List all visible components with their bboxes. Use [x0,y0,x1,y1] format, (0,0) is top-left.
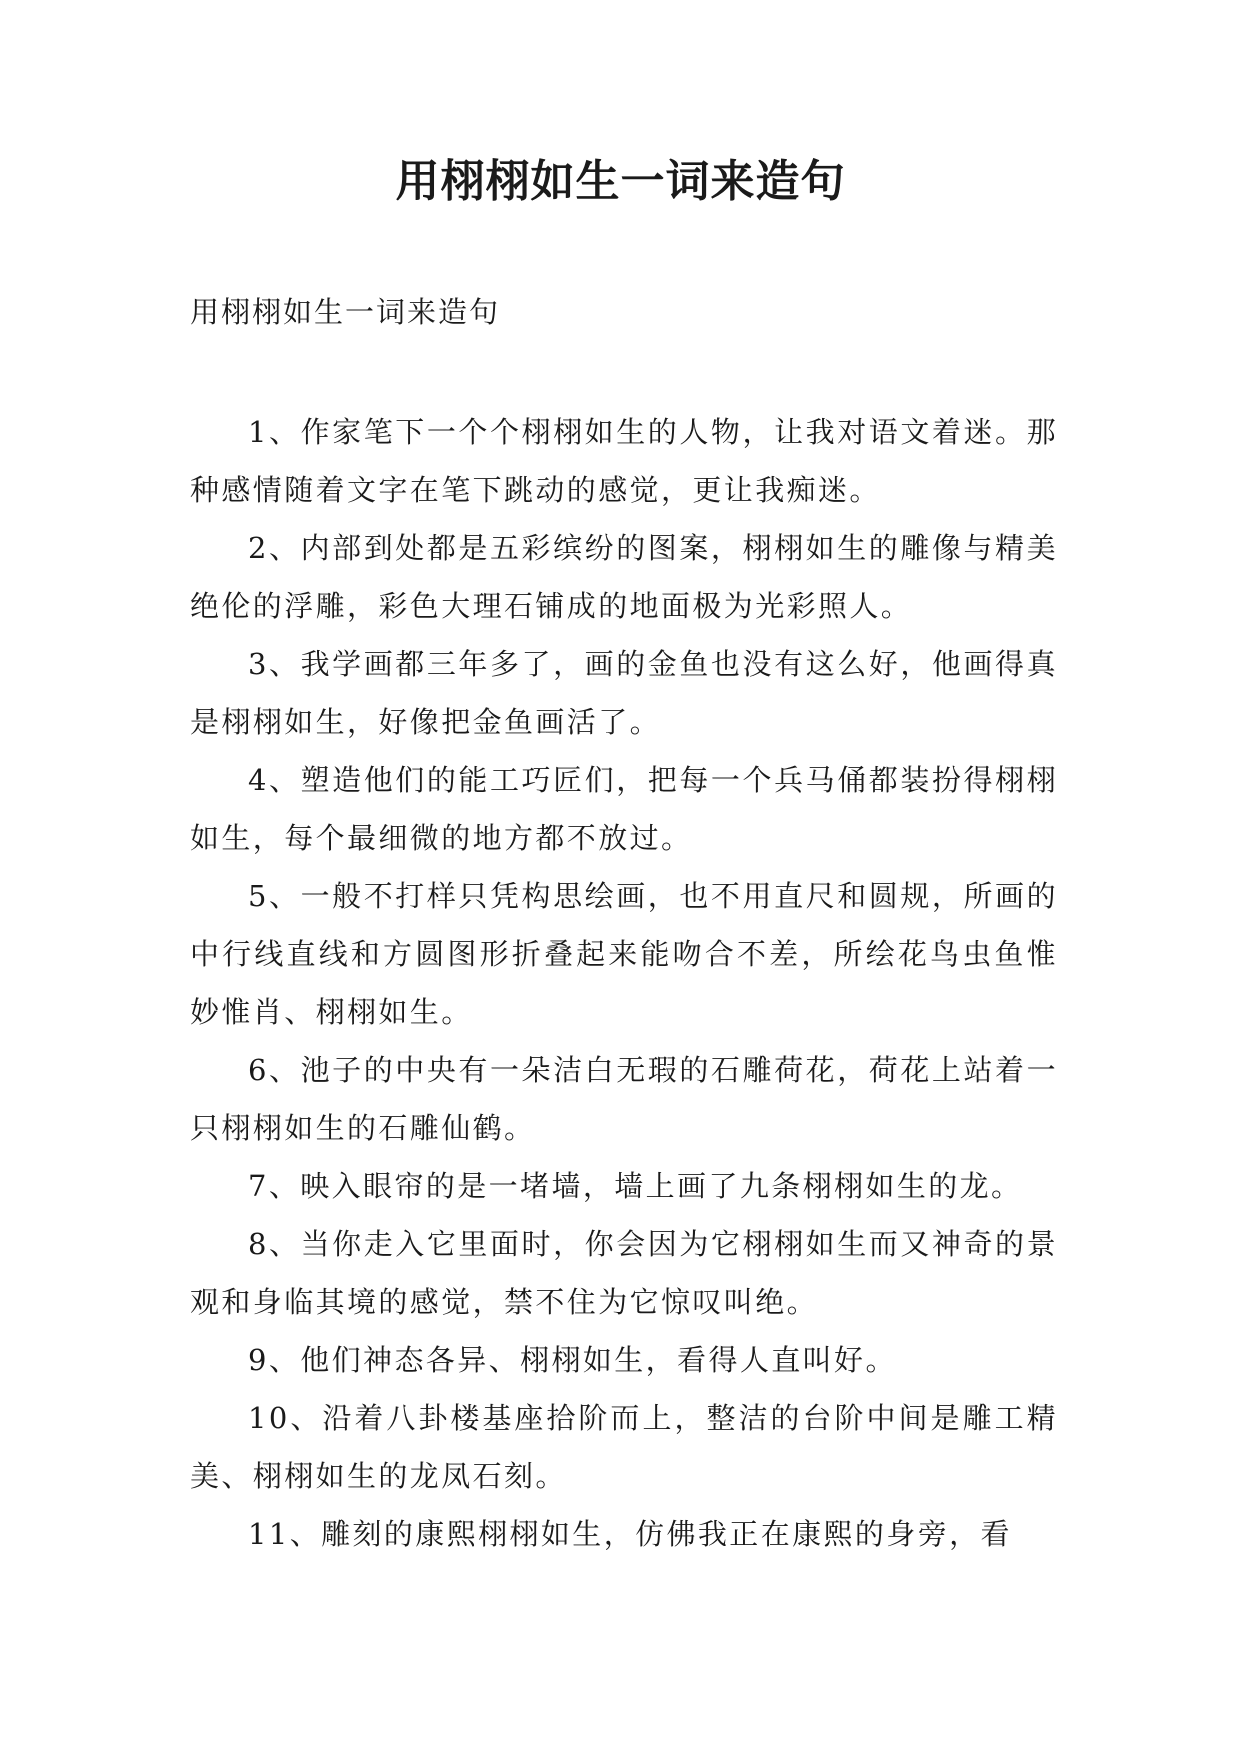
paragraph: 10、沿着八卦楼基座拾阶而上，整洁的台阶中间是雕工精美、栩栩如生的龙凤石刻。 [190,1401,1058,1493]
paragraph: 1、作家笔下一个个栩栩如生的人物，让我对语文着迷。那种感情随着文字在笔下跳动的感觉，更让我痴迷。 [190,415,1058,507]
paragraph: 4、塑造他们的能工巧匠们，把每一个兵马俑都装扮得栩栩如生，每个最细微的地方都不放过。 [190,763,1058,855]
paragraph: 6、池子的中央有一朵洁白无瑕的石雕荷花，荷花上站着一只栩栩如生的石雕仙鹤。 [190,1053,1058,1145]
document-title: 用栩栩如生一词来造句 [395,156,846,207]
paragraph: 9、他们神态各异、栩栩如生，看得人直叫好。 [248,1343,897,1377]
paragraph: 11、雕刻的康熙栩栩如生，仿佛我正在康熙的身旁，看 [248,1517,1012,1551]
document-body [190,403,1058,1563]
document-subtitle: 用栩栩如生一词来造句 [190,295,501,329]
paragraph: 3、我学画都三年多了，画的金鱼也没有这么好，他画得真是栩栩如生，好像把金鱼画活了。 [190,647,1058,739]
paragraph: 2、内部到处都是五彩缤纷的图案，栩栩如生的雕像与精美绝伦的浮雕，彩色大理石铺成的地面极为光彩照人。 [190,531,1058,623]
paragraph: 8、当你走入它里面时，你会因为它栩栩如生而又神奇的景观和身临其境的感觉，禁不住为它惊叹叫绝。 [190,1227,1058,1319]
paragraph: 7、映入眼帘的是一堵墙，墙上画了九条栩栩如生的龙。 [248,1169,1023,1203]
paragraph: 5、一般不打样只凭构思绘画，也不用直尺和圆规，所画的中行线直线和方圆图形折叠起来能吻合不差，所绘花鸟虫鱼惟妙惟肖、栩栩如生。 [190,879,1058,1029]
